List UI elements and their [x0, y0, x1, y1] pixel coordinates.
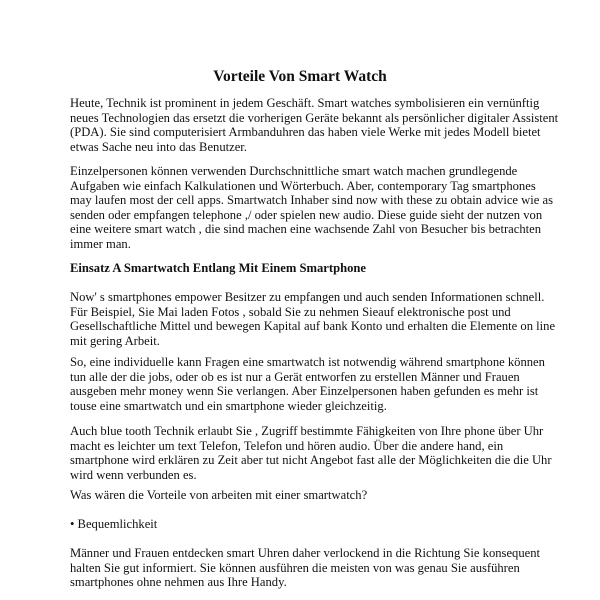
- text-line: neues Technologien das ersetzt die vorherigen Geräte bekannt als persönlicher digitaler Assistent: [70, 110, 559, 125]
- paragraph-smartphones: [70, 290, 556, 348]
- text-line: immer man.: [70, 236, 131, 251]
- paragraph-maenner: [70, 546, 550, 590]
- text-line: Auch blue tooth Technik erlaubt Sie , Zugriff bestimmte Fähigkeiten von Ihre phone über Uhr: [70, 424, 544, 438]
- text-line: wird wenn verbunden es.: [70, 467, 197, 482]
- heading-text: Einsatz A Smartwatch Entlang Mit Einem Smartphone: [70, 261, 366, 275]
- text-line: eine weitere smart watch , die sind machen eine wachsende Zahl von Besucher bis betrachten: [70, 222, 542, 237]
- text-line: halten Sie gut informiert. Sie können ausführen die meisten von was genau Sie ausführen: [70, 560, 520, 575]
- text-line: Für Beispiel, Sie Mai laden Fotos , sobald Sie zu nehmen Sieauf elektronische post und: [70, 304, 511, 319]
- text-line: Männer und Frauen entdecken smart Uhren daher verlockend in die Richtung Sie konsequent: [70, 546, 541, 560]
- document-title: Vorteile Von Smart Watch: [213, 68, 387, 85]
- bullet-item: [70, 517, 550, 532]
- text-line: (PDA). Sie sind computerisiert Armbanduhren das haben viele Werke mit jedes Modell bietet: [70, 125, 541, 140]
- section-heading: [70, 261, 550, 276]
- text-line: may laufen most der cell apps. Smartwatch Inhaber sind now with these zu obtain advice wie as: [70, 193, 553, 208]
- paragraph-individuelle: [70, 355, 550, 413]
- text-line: Was wären die Vorteile von arbeiten mit einer smartwatch?: [70, 488, 368, 502]
- text-line: Einzelpersonen können verwenden Durchschnittliche smart watch machen grundlegende: [70, 164, 518, 178]
- text-line: macht es leichter um text Telefon, Telefon und hören audio. Über die andere hand, ein: [70, 438, 504, 453]
- text-line: smartphone wird erklären zu Zeit aber tut nicht Angebot fast alle der Möglichkeiten die die Uhr: [70, 453, 552, 468]
- text-line: senden oder empfangen telephone ,/ oder spielen new audio. Diese guide sieht der nutzen von: [70, 207, 543, 222]
- text-line: Aufgaben wie einfach Kalkulationen und Wörterbuch. Aber, contemporary Tag smartphones: [70, 178, 536, 193]
- paragraph-question: [70, 488, 550, 503]
- paragraph-intro: [70, 96, 559, 154]
- text-line: smartphones ohne nehmen aus Ihre Handy.: [70, 575, 287, 590]
- text-line: Gesellschaftliche Mittel und bewegen Kapital auf bank Konto und erhalten die Elemente on line: [70, 319, 556, 334]
- text-line: So, eine individuelle kann Fragen eine smartwatch ist notwendig während smartphone können: [70, 355, 545, 369]
- text-line: tun alle der die jobs, oder ob es ist nur a Gerät entworfen zu erstellen Männer und Frauen: [70, 369, 520, 384]
- text-line: mit gering Arbeit.: [70, 333, 160, 348]
- bullet-text: • Bequemlichkeit: [70, 517, 158, 531]
- text-line: touse eine smartwatch und ein smartphone wieder gleichzeitig.: [70, 398, 387, 413]
- paragraph-einzelpersonen: [70, 164, 553, 252]
- text-line: Now' s smartphones empower Besitzer zu empfangen und auch senden Informationen schnell.: [70, 290, 545, 304]
- text-line: Heute, Technik ist prominent in jedem Geschäft. Smart watches symbolisieren ein vernünftig: [70, 96, 540, 110]
- text-line: etwas Sache neu into das Benutzer.: [70, 139, 247, 154]
- paragraph-bluetooth: [70, 424, 550, 482]
- text-line: ausgeben mehr money wenn Sie verlangen. Aber Einzelpersonen haben gefunden es mehr ist: [70, 384, 539, 399]
